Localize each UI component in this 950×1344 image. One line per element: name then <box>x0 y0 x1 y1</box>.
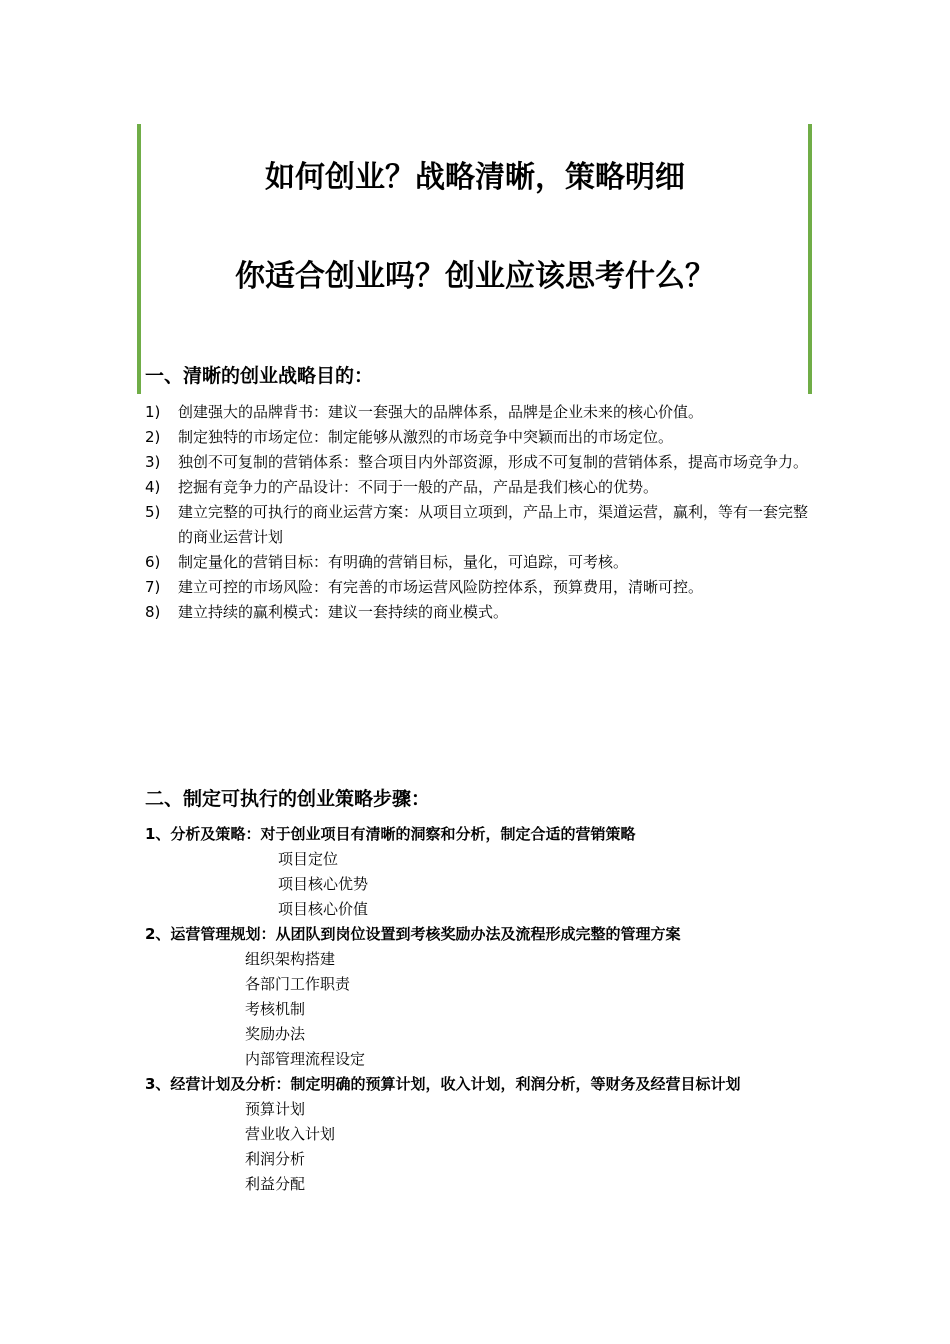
section1-heading: 一、清晰的创业战略目的： <box>145 365 374 387</box>
step-sub-item: 营业收入计划 <box>245 1125 336 1143</box>
list-item <box>145 550 810 575</box>
list-item <box>145 475 810 500</box>
step-sub-item: 考核机制 <box>245 1000 306 1018</box>
list-item-text: 制定量化的营销目标：有明确的营销目标，量化，可追踪，可考核。 <box>178 553 629 571</box>
list-item-text: 独创不可复制的营销体系：整合项目内外部资源，形成不可复制的营销体系，提高市场竞争力。 <box>178 453 809 471</box>
step-sub-item: 组织架构搭建 <box>245 950 336 968</box>
strategy-steps <box>145 822 810 1197</box>
list-item-text: 挖掘有竞争力的产品设计：不同于一般的产品，产品是我们核心的优势。 <box>178 478 659 496</box>
step-heading: 2、运营管理规划：从团队到岗位设置到考核奖励办法及流程形成完整的管理方案 <box>145 925 681 943</box>
step-sub-item: 利益分配 <box>245 1175 306 1193</box>
strategy-goals-list <box>145 400 810 625</box>
main-title: 如何创业？战略清晰，策略明细 <box>265 160 685 195</box>
step-sub-item: 项目定位 <box>278 850 339 868</box>
list-item-number: 8) <box>145 603 161 621</box>
step-sub-item: 各部门工作职责 <box>245 975 351 993</box>
list-item-number: 6) <box>145 553 161 571</box>
step-sub-item: 项目核心价值 <box>278 900 369 918</box>
step-sub-item: 内部管理流程设定 <box>245 1050 366 1068</box>
list-item <box>145 500 810 550</box>
list-item-text: 建立完整的可执行的商业运营方案：从项目立项到，产品上市，渠道运营，赢利，等有一套完整的商业运营计划 <box>178 503 809 546</box>
list-item-number: 4) <box>145 478 161 496</box>
list-item <box>145 425 810 450</box>
step-sub-item: 预算计划 <box>245 1100 306 1118</box>
list-item-number: 2) <box>145 428 161 446</box>
list-item-number: 7) <box>145 578 161 596</box>
sub-title: 你适合创业吗？创业应该思考什么？ <box>235 259 715 294</box>
list-item-number: 1) <box>145 403 161 421</box>
list-item-text: 制定独特的市场定位：制定能够从激烈的市场竞争中突颖而出的市场定位。 <box>178 428 674 446</box>
list-item <box>145 450 810 475</box>
step-heading: 3、经营计划及分析：制定明确的预算计划，收入计划，利润分析，等财务及经营目标计划 <box>145 1075 741 1093</box>
step-sub-item: 利润分析 <box>245 1150 306 1168</box>
list-item-text: 建立可控的市场风险：有完善的市场运营风险防控体系，预算费用，清晰可控。 <box>178 578 704 596</box>
step-sub-item: 奖励办法 <box>245 1025 306 1043</box>
list-item-text: 创建强大的品牌背书：建议一套强大的品牌体系，品牌是企业未来的核心价值。 <box>178 403 704 421</box>
list-item <box>145 400 810 425</box>
list-item-text: 建立持续的赢利模式：建议一套持续的商业模式。 <box>178 603 509 621</box>
list-item-number: 3) <box>145 453 161 471</box>
step-sub-item: 项目核心优势 <box>278 875 369 893</box>
step-heading: 1、分析及策略：对于创业项目有清晰的洞察和分析，制定合适的营销策略 <box>145 825 636 843</box>
section2-heading: 二、制定可执行的创业策略步骤： <box>145 788 431 810</box>
list-item <box>145 600 810 625</box>
list-item-number: 5) <box>145 503 161 521</box>
list-item <box>145 575 810 600</box>
